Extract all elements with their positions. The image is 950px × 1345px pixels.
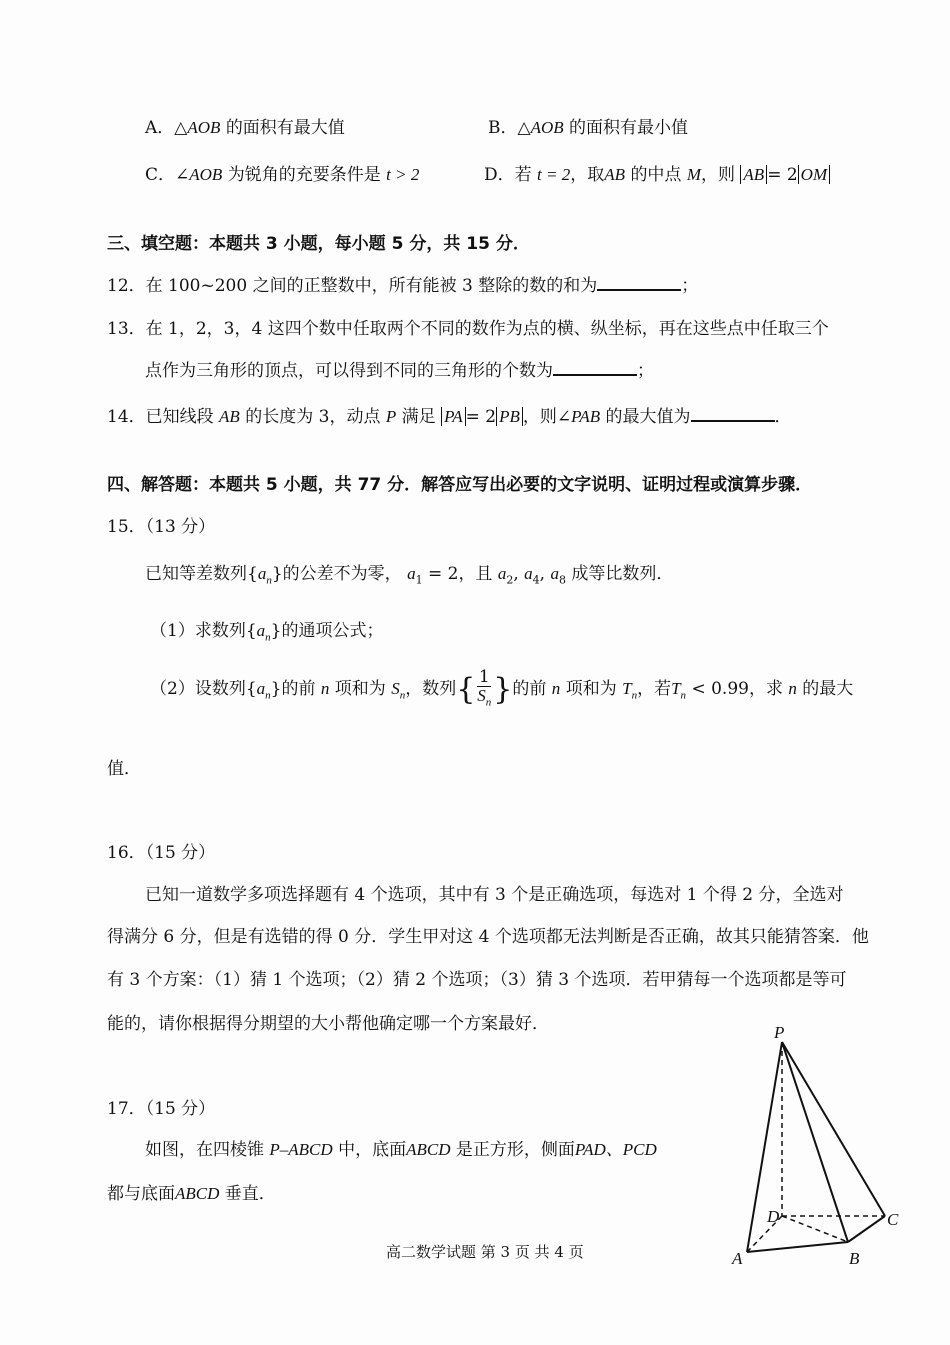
question-16-line4: 能的，请你根据得分期望的大小帮他确定哪一个方案最好．: [107, 1014, 549, 1034]
question-17-line2: 都与底面ABCD 垂直．: [107, 1184, 276, 1204]
question-16-line3: 有 3 个方案：（1）猜 1 个选项；（2）猜 2 个选项；（3）猜 3 个选项．若甲猜每一个选项都是等可: [107, 970, 847, 990]
vertex-label-d: D: [767, 1207, 780, 1226]
question-12: 12．在 100~200 之间的正整数中，所有能被 3 整除的数的和为 ；: [107, 271, 698, 296]
vertex-label-c: C: [887, 1210, 899, 1229]
question-15-part-1: （1）求数列$\{a_n\}$的通项公式；: [150, 621, 384, 644]
question-13-line1: 13．在 1，2，3，4 这四个数中任取两个不同的数作为点的横、纵坐标，再在这些点中任取三个: [107, 319, 829, 339]
edge-db: [782, 1216, 848, 1242]
option-a: A．△AOB 的面积有最大值: [145, 118, 345, 138]
question-16-line2: 得满分 6 分，但是有选错的得 0 分．学生甲对这 4 个选项都无法判断是否正确，故其只能猜答案．他: [107, 927, 869, 947]
edge-pb: [782, 1042, 848, 1242]
question-14: 14．已知线段 AB 的长度为 3，动点 P 满足 PA = 2 PB ，则∠PAB 的最大值为 ．: [107, 402, 792, 427]
option-c: C．∠AOB 为锐角的充要条件是 t > 2: [145, 165, 420, 185]
page-footer: 高二数学试题 第 3 页 共 4 页: [386, 1243, 584, 1261]
option-b: B．△AOB 的面积有最小值: [488, 118, 689, 138]
question-15-number: 15．（13 分）: [107, 517, 216, 537]
question-15-part-2: （2）设数列$\{a_n\}$的前 n 项和为 $S_n$，数列{ $\frac{1}{S_n}$ }的前 n 项和为 $T_n$，若$T_n < 0.99$，求 n 的最大: [150, 667, 854, 709]
question-17-number: 17．（15 分）: [107, 1099, 216, 1119]
edge-ab: [747, 1242, 848, 1252]
pyramid-figure: [720, 1020, 920, 1275]
question-17-line1: 如图，在四棱锥 P–ABCD 中，底面ABCD 是正方形，侧面PAD、PCD: [145, 1140, 657, 1160]
section-3-heading: 三、填空题：本题共 3 小题，每小题 5 分，共 15 分．: [107, 234, 530, 254]
section-4-heading: 四、解答题：本题共 5 小题，共 77 分．解答应写出必要的文字说明、证明过程或演算步骤．: [107, 475, 813, 495]
question-16-line1: 已知一道数学多项选择题有 4 个选项，其中有 3 个是正确选项，每选对 1 个得 2 分，全选对: [145, 885, 844, 905]
vertex-label-a: A: [732, 1249, 743, 1268]
vertex-label-p: P: [774, 1023, 785, 1042]
question-16-number: 16．（15 分）: [107, 843, 216, 863]
vertex-label-b: B: [849, 1249, 860, 1268]
edge-pc: [782, 1042, 885, 1216]
question-15-stem: 已知等差数列$\{a_n\}$的公差不为零， $a_1 = 2$，且 $a_2$, $a_4$, $a_8$ 成等比数列．: [145, 564, 674, 587]
option-d: D．若 t = 2，取AB 的中点 M，则 AB = 2 OM: [484, 160, 830, 185]
question-15-part-2-cont: 值．: [107, 759, 141, 779]
edge-bc: [848, 1216, 885, 1242]
question-13-line2: 点作为三角形的顶点，可以得到不同的三角形的个数为 ；: [145, 356, 654, 381]
